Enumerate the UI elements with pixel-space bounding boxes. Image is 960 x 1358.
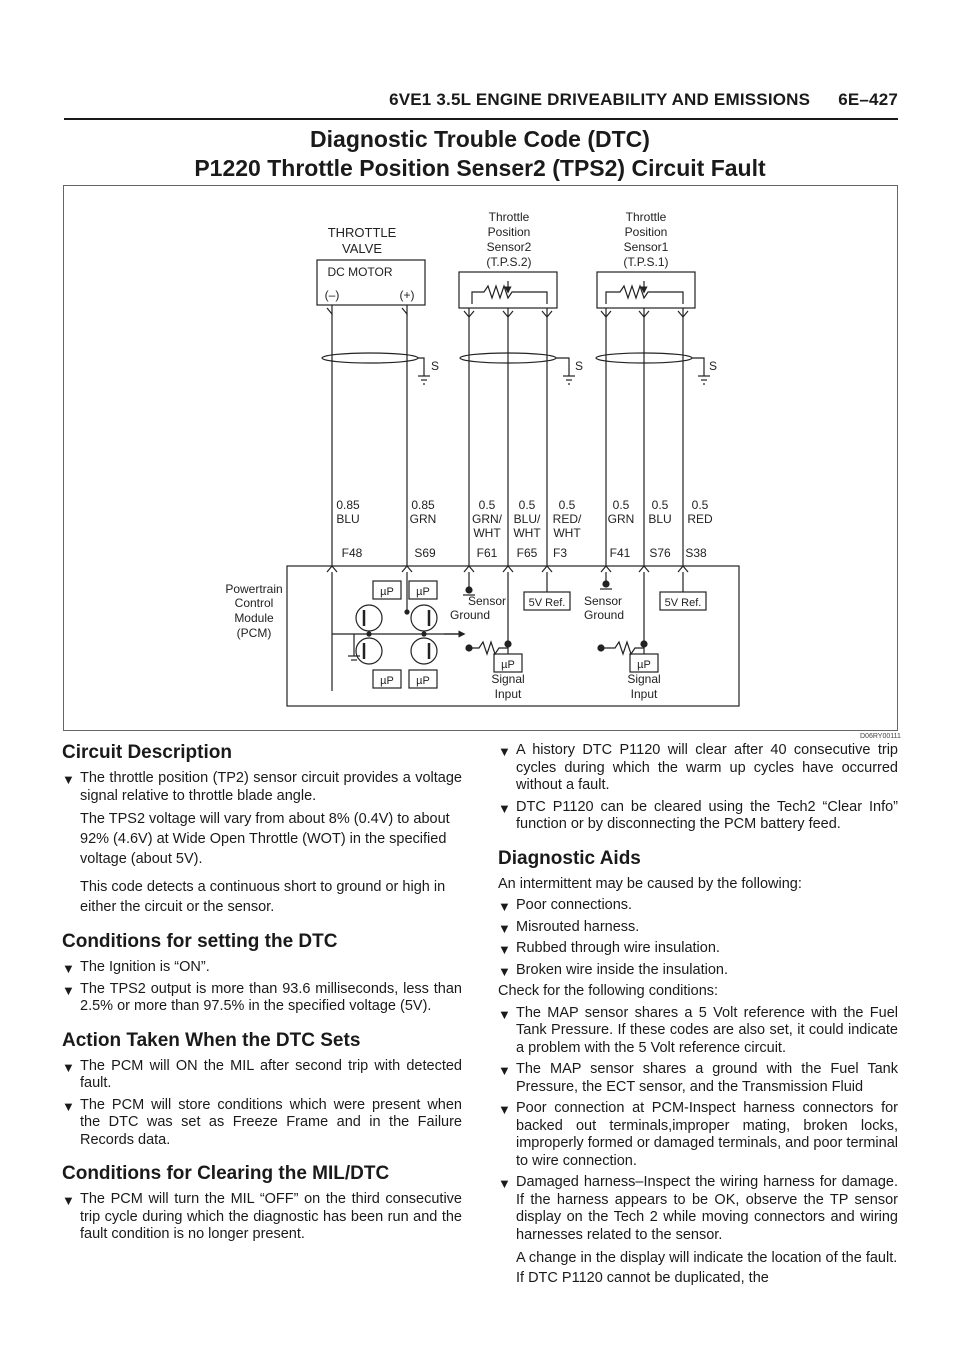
svg-text:0.5: 0.5 — [518, 498, 536, 512]
sensor-ground-1-line1: Sensor — [584, 594, 623, 608]
heading-circuit-description: Circuit Description — [62, 742, 232, 763]
svg-text:GRN/: GRN/ — [472, 512, 502, 526]
clear-dtc-bullet: ▼ DTC P1120 can be cleared using the Tech2 “Clear Info” function or by disconnecting the PCM battery feed. — [498, 799, 898, 834]
condition-map-5v-ref: ▼ The MAP sensor shares a 5 Volt reference with the Fuel Tank Pressure. If these codes are also set, it could indicate a problem with the 5 Volt reference circuit. — [498, 1005, 898, 1058]
tps1-label-3: Sensor1 — [623, 240, 669, 254]
svg-text:GRN: GRN — [607, 512, 635, 526]
page-header — [64, 90, 898, 116]
wiring-diagram — [63, 185, 898, 731]
svg-text:F65: F65 — [516, 546, 538, 560]
figure-id: D06RY00111 — [860, 733, 901, 740]
heading-diagnostic-aids: Diagnostic Aids — [498, 847, 641, 869]
throttle-valve-label-2: VALVE — [342, 241, 382, 256]
title-line-1: Diagnostic Trouble Code (DTC) — [310, 126, 650, 152]
svg-text:RED: RED — [687, 512, 713, 526]
svg-text:F48: F48 — [341, 546, 363, 560]
svg-text:0.85: 0.85 — [336, 498, 360, 512]
action-taken-bullet-2: ▼ The PCM will store conditions which were present when the DTC was set as Freeze Frame and in the Failure Records data. — [62, 1097, 462, 1150]
sensor-ground-2-line1: Sensor — [468, 594, 507, 608]
tps1-label-2: Position — [624, 225, 668, 239]
tps1-pcm-circuit — [584, 572, 706, 701]
dc-motor-label: DC MOTOR — [327, 265, 393, 279]
up-label-2: µP — [416, 586, 430, 598]
svg-text:0.5: 0.5 — [691, 498, 709, 512]
page-title — [0, 125, 960, 183]
cause-misrouted-harness: ▼ Misrouted harness. — [498, 919, 898, 937]
tps2-label-1: Throttle — [488, 210, 530, 224]
shield-label-3: S — [709, 359, 718, 373]
heading-action-taken: Action Taken When the DTC Sets — [62, 1029, 361, 1051]
condition-poor-connection: ▼ Poor connection at PCM-Inspect harness connectors for backed out terminals,improper mating, broken locks, improperly formed or damaged terminals, and poor terminal to wire connection. — [498, 1100, 898, 1170]
svg-text:WHT: WHT — [553, 526, 581, 540]
svg-text:WHT: WHT — [473, 526, 501, 540]
display-change-note: A change in the display will indicate the location of the fault. If DTC P1120 cannot be duplicated, the — [516, 1250, 898, 1286]
cause-rubbed-insulation: ▼ Rubbed through wire insulation. — [498, 940, 898, 958]
right-column — [498, 742, 898, 1296]
svg-text:F61: F61 — [476, 546, 498, 560]
tps2-label-3: Sensor2 — [486, 240, 532, 254]
up-label-4: µP — [416, 675, 430, 687]
condition-damaged-harness: ▼ Damaged harness–Inspect the wiring harness for damage. If the harness appears to be OK, observe the TP sensor display on the Tech 2 while moving connectors and wiring harnesses related to the sensor. — [498, 1174, 898, 1244]
svg-text:S38: S38 — [685, 546, 707, 560]
pcm-label-4: (PCM) — [236, 626, 272, 640]
condition-map-ground: ▼ The MAP sensor shares a ground with the Fuel Tank Pressure, the ECT sensor, and the Transmission Fluid — [498, 1061, 898, 1096]
left-column — [62, 742, 462, 1248]
signal-input-1-line1: Signal — [627, 672, 661, 686]
svg-text:BLU: BLU — [648, 512, 672, 526]
svg-text:BLU: BLU — [336, 512, 360, 526]
circuit-description-para-2: This code detects a continuous short to ground or high in either the circuit or the sensor. — [80, 879, 446, 915]
title-line-2: P1220 Throttle Position Senser2 (TPS2) Circuit Fault — [194, 155, 766, 181]
wires — [327, 305, 688, 566]
shield-label-1: S — [431, 359, 440, 373]
svg-text:0.5: 0.5 — [612, 498, 630, 512]
ref-label-1: 5V Ref. — [664, 597, 702, 609]
shield-label-2: S — [575, 359, 584, 373]
tps2-pcm-circuit — [450, 572, 570, 701]
circuit-description-bullet: ▼ The throttle position (TP2) sensor circuit provides a voltage signal relative to throttle blade angle. — [62, 770, 462, 805]
svg-text:S76: S76 — [649, 546, 671, 560]
svg-text:0.85: 0.85 — [411, 498, 435, 512]
sensor-ground-2-line2: Ground — [450, 608, 491, 622]
tps1-label-1: Throttle — [625, 210, 667, 224]
svg-text:GRN: GRN — [409, 512, 437, 526]
svg-text:F3: F3 — [552, 546, 568, 560]
page-number: 6E–427 — [838, 90, 898, 109]
circuit-description-para-1: The TPS2 voltage will vary from about 8% (0.4V) to about 92% (4.6V) at Wide Open Throttle (WOT) in the specified voltage (about 5V). — [80, 811, 450, 867]
tps1-label-4: (T.P.S.1) — [623, 255, 669, 269]
check-conditions-intro: Check for the following conditions: — [498, 983, 719, 999]
section-title: 6VE1 3.5L ENGINE DRIVEABILITY AND EMISSIONS — [389, 90, 811, 109]
tps1-box — [597, 272, 695, 308]
pcm-label-2: Control — [234, 596, 274, 610]
svg-text:WHT: WHT — [513, 526, 541, 540]
conditions-clearing-bullet-1: ▼ The PCM will turn the MIL “OFF” on the third consecutive trip cycle during which the diagnostic has been run and the fault condition is no longer present. — [62, 1191, 462, 1244]
cause-broken-wire: ▼ Broken wire inside the insulation. — [498, 962, 898, 980]
tps2-resistor — [472, 286, 547, 304]
svg-text:0.5: 0.5 — [558, 498, 576, 512]
tps2-label-2: Position — [487, 225, 531, 239]
tps2-label-4: (T.P.S.2) — [486, 255, 532, 269]
signal-input-2-line2: Input — [494, 687, 522, 701]
heading-conditions-clearing: Conditions for Clearing the MIL/DTC — [62, 1163, 390, 1184]
svg-text:F41: F41 — [609, 546, 631, 560]
wire-labels — [336, 498, 713, 560]
svg-text:BLU/: BLU/ — [513, 512, 541, 526]
action-taken-bullet-1: ▼ The PCM will ON the MIL after second trip with detected fault. — [62, 1058, 462, 1093]
motor-driver — [332, 572, 464, 691]
history-dtc-bullet: ▼ A history DTC P1120 will clear after 40 consecutive trip cycles during which the warm up cycles have occurred without a fault. — [498, 742, 898, 795]
sensor-ground-1-line2: Ground — [584, 608, 625, 622]
pin-arrows — [327, 566, 688, 572]
up-label-3: µP — [380, 675, 394, 687]
svg-text:S69: S69 — [414, 546, 436, 560]
shields — [322, 353, 717, 384]
header-rule — [64, 118, 898, 120]
conditions-setting-bullet-1: ▼ The Ignition is “ON”. — [62, 959, 462, 977]
svg-text:0.5: 0.5 — [478, 498, 496, 512]
throttle-valve-label-1: THROTTLE — [327, 225, 397, 240]
ref-label-2: 5V Ref. — [528, 597, 566, 609]
signal-input-1-line2: Input — [630, 687, 658, 701]
svg-text:0.5: 0.5 — [651, 498, 669, 512]
heading-conditions-setting: Conditions for setting the DTC — [62, 931, 338, 952]
pcm-label-1: Powertrain — [225, 582, 283, 596]
cause-poor-connections: ▼ Poor connections. — [498, 897, 898, 915]
up-label-6: µP — [637, 659, 651, 671]
svg-text:RED/: RED/ — [552, 512, 582, 526]
up-label-1: µP — [380, 586, 394, 598]
motor-neg-label: (–) — [324, 288, 340, 302]
up-label-5: µP — [501, 659, 515, 671]
conditions-setting-bullet-2: ▼ The TPS2 output is more than 93.6 milliseconds, less than 2.5% or more than 97.5% in the specified voltage (5V). — [62, 981, 462, 1016]
diagnostic-aids-intro: An intermittent may be caused by the following: — [498, 875, 802, 892]
signal-input-2-line1: Signal — [491, 672, 525, 686]
motor-pos-label: (+) — [399, 288, 415, 302]
pcm-label-3: Module — [234, 611, 274, 625]
